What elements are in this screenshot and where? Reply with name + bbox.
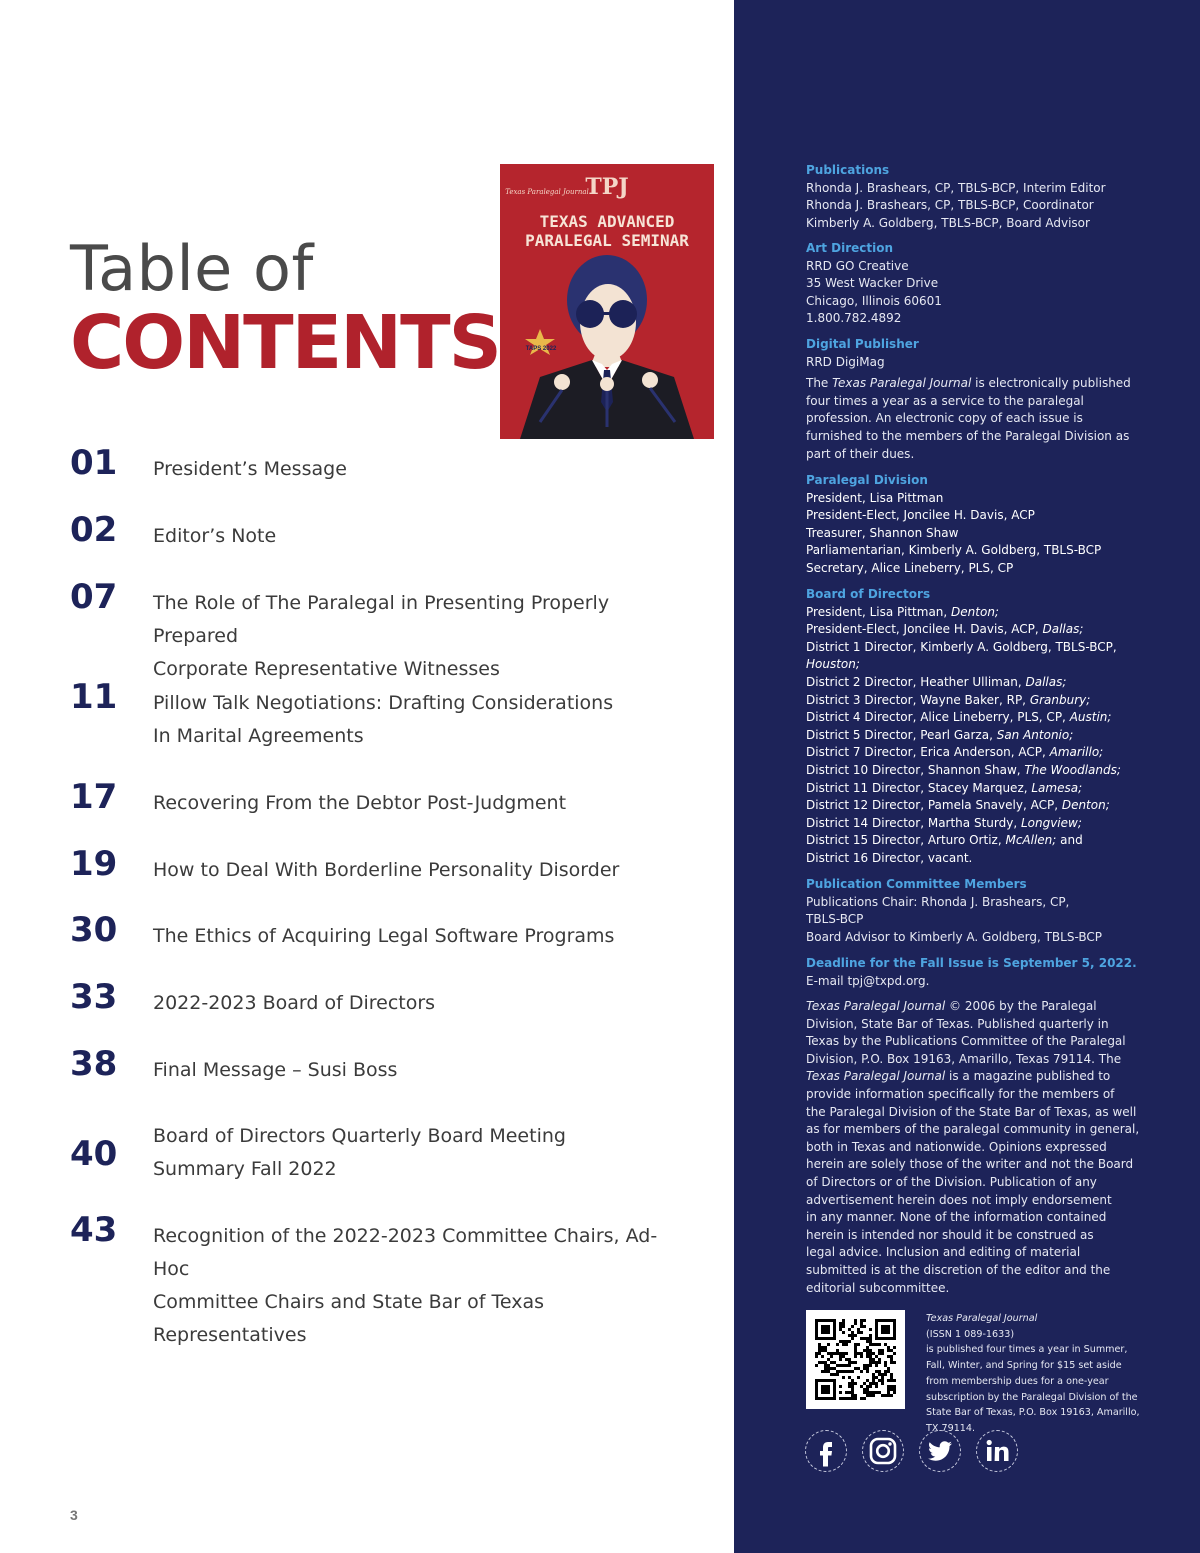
board-line-pre: District 16 Director, vacant.	[806, 850, 973, 865]
board-line-it: McAllen;	[1005, 833, 1057, 848]
copyright-line-pre: Division, P.O. Box 19163, Amarillo, Texas 79114. The	[806, 1051, 1122, 1066]
officer-line: President, Lisa Pittman	[806, 490, 944, 505]
board-line-it: Denton;	[1061, 798, 1110, 813]
toc-entry-title	[153, 687, 673, 753]
toc-title-line: Board of Directors Quarterly Board Meeting	[153, 1125, 566, 1147]
toc-page-number: 19	[70, 844, 118, 884]
copyright-line-it: Texas Paralegal Journal	[806, 999, 946, 1013]
copyright-line-pre: herein is intended nor should it be construed as	[806, 1227, 1094, 1242]
board-line-it: San Antonio;	[996, 727, 1074, 742]
toc-title-line: Corporate Representative Witnesses	[153, 658, 500, 680]
publications-line: Rhonda J. Brashears, CP, TBLS-BCP, Interim Editor	[806, 180, 1106, 195]
officer-line: Parliamentarian, Kimberly A. Goldberg, TBLS-BCP	[806, 543, 1102, 558]
publications-line: Rhonda J. Brashears, CP, TBLS-BCP, Coordinator	[806, 198, 1094, 213]
digital-publisher-paragraph	[806, 375, 1136, 463]
digital-publisher-line	[806, 428, 1136, 446]
board-list	[806, 604, 1136, 868]
issn-line	[926, 1374, 1136, 1390]
copyright-line	[806, 1244, 1136, 1262]
copyright-line-pre: both in Texas and nationwide. Opinions expressed	[806, 1139, 1107, 1154]
board-line	[806, 639, 1136, 657]
copyright-line-pre: as for members of the paralegal community in general,	[806, 1122, 1140, 1137]
toc-page-number: 17	[70, 777, 118, 817]
issn-line-pre: State Bar of Texas, P.O. Box 19163, Amarillo,	[926, 1407, 1140, 1419]
digital-publisher-line	[806, 410, 1136, 428]
instagram-link[interactable]	[862, 1430, 904, 1472]
deadline-email[interactable]: E-mail tpj@txpd.org.	[806, 973, 930, 988]
board-line	[806, 692, 1136, 710]
board-line-pre: President-Elect, Joncilee H. Davis, ACP,	[806, 622, 1043, 637]
digital-publisher-line	[806, 375, 1136, 393]
toc-page-number: 40	[70, 1134, 118, 1174]
board-line-it: Lamesa;	[1031, 780, 1083, 795]
copyright-section	[806, 998, 1140, 1297]
board-line-it: Amarillo;	[1049, 745, 1104, 760]
officer-line: Treasurer, Shannon Shaw	[806, 525, 959, 540]
paralegal-division-section	[806, 472, 1136, 578]
copyright-line	[806, 1139, 1136, 1157]
board-line-post: and	[1056, 833, 1083, 848]
digital-publisher-line-pre: part of their dues.	[806, 446, 915, 461]
copyright-line-pre: herein are solely those of the writer and not the Board	[806, 1157, 1134, 1172]
copyright-paragraph	[806, 998, 1140, 1297]
toc-title-line: Committee Chairs and State Bar of Texas Representatives	[153, 1291, 545, 1346]
cover-masthead-sub: Texas Paralegal Journal	[505, 188, 589, 196]
toc-page-number: 07	[70, 577, 118, 617]
issn-line	[926, 1342, 1136, 1358]
board-line-pre: President, Lisa Pittman,	[806, 604, 952, 619]
digital-publisher-line-pre: profession. An electronic copy of each issue is	[806, 411, 1083, 426]
digital-publisher-name: RRD DigiMag	[806, 354, 885, 369]
toc-entry-title	[153, 787, 673, 820]
issn-line-pre: Fall, Winter, and Spring for $15 set aside	[926, 1360, 1122, 1372]
toc-entry-title	[153, 920, 673, 953]
toc-entry-title	[153, 453, 673, 486]
cover-title-line1: TEXAS ADVANCED	[539, 212, 675, 231]
board-line-pre: District 5 Director, Pearl Garza,	[806, 727, 997, 742]
toc-title-line: Recovering From the Debtor Post-Judgment	[153, 792, 567, 814]
art-direction-heading: Art Direction	[806, 241, 893, 255]
linkedin-icon	[977, 1431, 1017, 1471]
deadline-heading: Deadline for the Fall Issue is September 5, 2022.	[806, 956, 1137, 970]
board-line	[806, 621, 1136, 639]
copyright-line	[806, 1227, 1136, 1245]
board-line	[806, 780, 1136, 798]
digital-publisher-line-pre: furnished to the members of the Paralegal Division as	[806, 428, 1130, 443]
copyright-line	[806, 998, 1136, 1016]
toc-title-line: Final Message – Susi Boss	[153, 1059, 398, 1081]
issn-note	[926, 1311, 1140, 1437]
board-line-it: Granbury;	[1029, 692, 1091, 707]
board-of-directors-section	[806, 586, 1136, 868]
toc-page-number: 30	[70, 910, 118, 950]
copyright-line-post: © 2006 by the Paralegal	[945, 999, 1097, 1013]
deadline-section	[806, 955, 1136, 990]
issn-line-pre: TX 79114.	[926, 1422, 976, 1434]
copyright-line-pre: Division, State Bar of Texas. Published quarterly in	[806, 1016, 1109, 1031]
board-line-it: Longview;	[1020, 815, 1082, 830]
toc-title-line: Editor’s Note	[153, 525, 277, 547]
issn-line-it: Texas Paralegal Journal	[926, 1313, 1038, 1324]
board-line	[806, 832, 1136, 850]
publications-heading: Publications	[806, 163, 890, 177]
toc-title-line: Summary Fall 2022	[153, 1158, 337, 1180]
cover-title-line2: PARALEGAL SEMINAR	[525, 231, 689, 250]
digital-publisher-line	[806, 446, 1136, 464]
board-line-it: Dallas;	[1025, 674, 1067, 689]
qr-code-icon	[815, 1319, 896, 1400]
copyright-line-it: Texas Paralegal Journal	[806, 1069, 946, 1084]
toc-title-line: The Ethics of Acquiring Legal Software Programs	[153, 925, 615, 947]
copyright-line	[806, 1156, 1136, 1174]
officer-line: President-Elect, Joncilee H. Davis, ACP	[806, 508, 1035, 523]
digital-publisher-line	[806, 393, 1136, 411]
copyright-line-pre: Texas by the Publications Committee of the Paralegal	[806, 1034, 1126, 1049]
toc-page-number: 38	[70, 1044, 118, 1084]
issn-line-pre: from membership dues for a one-year	[926, 1375, 1109, 1387]
copyright-line	[806, 1192, 1136, 1210]
board-line-pre: District 2 Director, Heather Ulliman,	[806, 674, 1026, 689]
board-line-it: Houston;	[806, 657, 860, 672]
board-line-pre: District 15 Director, Arturo Ortiz,	[806, 833, 1006, 848]
board-line	[806, 762, 1136, 780]
copyright-line-pre: submitted is at the discretion of the editor and the	[806, 1262, 1111, 1277]
art-direction-line: Chicago, Illinois 60601	[806, 293, 942, 308]
toc-entry-title	[153, 1054, 673, 1087]
copyright-line-pre: editorial subcommittee.	[806, 1280, 950, 1295]
toc-title-line: In Marital Agreements	[153, 725, 364, 747]
toc-page-number: 01	[70, 443, 118, 483]
copyright-line-pre: the Paralegal Division of the State Bar of Texas, as well	[806, 1104, 1137, 1119]
board-line-pre: District 4 Director, Alice Lineberry, PLS, CP,	[806, 710, 1070, 725]
digital-publisher-line-pre: four times a year as a service to the paralegal	[806, 393, 1084, 408]
toc-page-number: 43	[70, 1210, 118, 1250]
art-direction-line: 35 West Wacker Drive	[806, 276, 939, 291]
issn-line-pre: is published four times a year in Summer,	[926, 1344, 1128, 1356]
committee-section	[806, 876, 1136, 946]
publications-line: Kimberly A. Goldberg, TBLS-BCP, Board Advisor	[806, 215, 1090, 230]
board-line-pre: District 11 Director, Stacey Marquez,	[806, 780, 1032, 795]
toc-title-line: Pillow Talk Negotiations: Drafting Considerations	[153, 692, 614, 714]
board-line	[806, 744, 1136, 762]
copyright-line	[806, 1033, 1136, 1051]
copyright-line-pre: in any manner. None of the information contained	[806, 1210, 1107, 1225]
toc-page-number: 02	[70, 510, 118, 550]
toc-title-line: How to Deal With Borderline Personality Disorder	[153, 859, 620, 881]
committee-line: TBLS-BCP	[806, 912, 864, 927]
facebook-icon	[806, 1431, 846, 1471]
copyright-line-pre: advertisement herein does not imply endorsement	[806, 1192, 1112, 1207]
art-direction-line: RRD GO Creative	[806, 258, 909, 273]
toc-entry-title	[153, 1120, 673, 1186]
copyright-line	[806, 1016, 1136, 1034]
toc-entry-title	[153, 520, 673, 553]
copyright-line	[806, 1068, 1136, 1086]
copyright-line	[806, 1174, 1136, 1192]
committee-line: Publications Chair: Rhonda J. Brashears, CP,	[806, 894, 1070, 909]
officer-line: Secretary, Alice Lineberry, PLS, CP	[806, 560, 1014, 575]
board-line	[806, 656, 1136, 674]
twitter-icon	[920, 1431, 960, 1471]
board-line	[806, 815, 1136, 833]
board-line-it: Dallas;	[1042, 622, 1084, 637]
copyright-line	[806, 1104, 1136, 1122]
copyright-line	[806, 1280, 1136, 1298]
toc-heading-line1: Table of	[70, 232, 314, 305]
board-line-it: The Woodlands;	[1024, 762, 1121, 777]
board-line-pre: District 10 Director, Shannon Shaw,	[806, 762, 1025, 777]
board-line-it: Denton;	[951, 604, 999, 619]
digital-publisher-heading: Digital Publisher	[806, 337, 919, 351]
board-heading: Board of Directors	[806, 587, 931, 601]
issn-line	[926, 1311, 1136, 1342]
committee-line: Board Advisor to Kimberly A. Goldberg, TBLS-BCP	[806, 929, 1103, 944]
issn-line	[926, 1390, 1136, 1406]
toc-title-line: 2022-2023 Board of Directors	[153, 992, 436, 1014]
board-line	[806, 674, 1136, 692]
copyright-line	[806, 1262, 1136, 1280]
paralegal-division-heading: Paralegal Division	[806, 473, 928, 487]
linkedin-link[interactable]	[976, 1430, 1018, 1472]
issn-line-pre: subscription by the Paralegal Division of the	[926, 1391, 1138, 1403]
digital-publisher-line-post: is electronically published	[971, 376, 1131, 391]
qr-code[interactable]	[806, 1310, 905, 1409]
toc-entry-title	[153, 587, 673, 686]
digital-publisher-line-it: Texas Paralegal Journal	[832, 376, 972, 391]
publications-section	[806, 162, 1136, 232]
issn-line	[926, 1405, 1140, 1421]
issn-line-post: (ISSN 1 089-1633)	[926, 1328, 1015, 1340]
board-line	[806, 604, 1136, 622]
board-line-pre: District 3 Director, Wayne Baker, RP,	[806, 692, 1030, 707]
copyright-line-pre: of Directors or of the Division. Publication of any	[806, 1174, 1097, 1189]
issn-line	[926, 1358, 1136, 1374]
copyright-line-pre: provide information specifically for the members of	[806, 1086, 1115, 1101]
toc-entry-title	[153, 1220, 673, 1352]
twitter-link[interactable]	[919, 1430, 961, 1472]
board-line-pre: District 14 Director, Martha Sturdy,	[806, 815, 1021, 830]
board-line	[806, 850, 1136, 868]
art-direction-section	[806, 240, 1136, 328]
board-line-it: Austin;	[1069, 710, 1112, 725]
toc-entry-title	[153, 854, 673, 887]
board-line	[806, 727, 1136, 745]
cover-masthead: TPJ	[585, 174, 629, 200]
committee-heading: Publication Committee Members	[806, 877, 1027, 891]
toc-page-number: 33	[70, 977, 118, 1017]
copyright-line	[806, 1086, 1136, 1104]
toc-title-line: President’s Message	[153, 458, 347, 480]
board-line	[806, 797, 1136, 815]
toc-page-number: 11	[70, 677, 118, 717]
copyright-line	[806, 1121, 1140, 1139]
board-line-pre: District 1 Director, Kimberly A. Goldberg, TBLS-BCP,	[806, 639, 1117, 654]
facebook-link[interactable]	[805, 1430, 847, 1472]
page-number: 3	[70, 1507, 78, 1523]
board-line-pre: District 12 Director, Pamela Snavely, ACP,	[806, 798, 1062, 813]
board-line-pre: District 7 Director, Erica Anderson, ACP,	[806, 745, 1050, 760]
digital-publisher-section	[806, 336, 1136, 463]
copyright-line	[806, 1209, 1136, 1227]
art-direction-line: 1.800.782.4892	[806, 311, 902, 326]
copyright-line-pre: legal advice. Inclusion and editing of material	[806, 1245, 1081, 1260]
cover-badge: TAPS 2022	[525, 346, 557, 352]
toc-entry-title	[153, 987, 673, 1020]
cover-thumbnail[interactable]	[500, 164, 714, 439]
board-line	[806, 709, 1136, 727]
toc-title-line: The Role of The Paralegal in Presenting Properly Prepared	[153, 592, 610, 647]
instagram-icon	[863, 1431, 903, 1471]
copyright-line-post: is a magazine published to	[945, 1069, 1111, 1084]
toc-heading-line2: CONTENTS	[70, 300, 500, 386]
copyright-line	[806, 1051, 1136, 1069]
digital-publisher-line-pre: The	[806, 376, 833, 391]
toc-title-line: Recognition of the 2022-2023 Committee Chairs, Ad-Hoc	[153, 1225, 658, 1280]
